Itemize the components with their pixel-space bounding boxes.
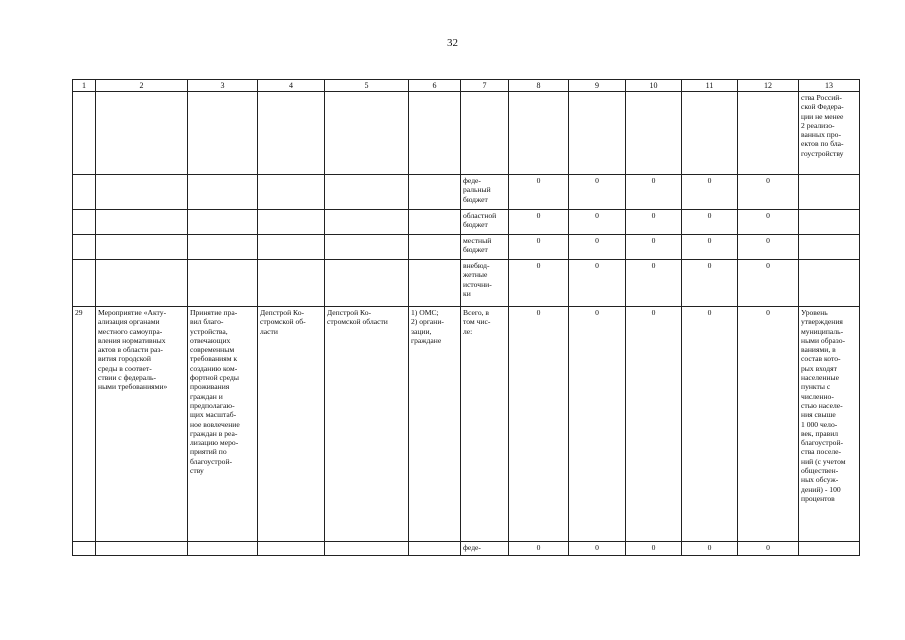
value-cell: 0 (626, 210, 682, 235)
value-cell: 0 (509, 542, 569, 556)
header-cell: 5 (325, 80, 409, 92)
page-number: 32 (447, 37, 458, 49)
header-cell: 4 (258, 80, 325, 92)
table-row (73, 260, 860, 307)
description-cell: Принятие пра- вил благо- устройства, отвечающих современным требованиям к созданию ком- фортной среды проживания граждан и предполагаю- щих масштаб- ное вовлечение граждан в реа- лизацию меро- приятий по благоустрой- ству (188, 307, 258, 542)
value-cell: 0 (569, 260, 626, 307)
value-cell: 0 (569, 175, 626, 210)
value-cell: 0 (682, 175, 738, 210)
header-cell: 1 (73, 80, 96, 92)
value-cell: 0 (738, 307, 799, 542)
value-cell: 0 (509, 307, 569, 542)
value-cell: 0 (509, 175, 569, 210)
funding-source-cell: местный бюджет (461, 235, 509, 260)
table-header-row (73, 80, 860, 92)
table-row (73, 175, 860, 210)
row-number-cell: 29 (73, 307, 96, 542)
value-cell: 0 (738, 260, 799, 307)
indicator-cell: Уровень утверждения муниципаль- ными образо- ваниями, в состав кото- рых входят населенные пункты с численно- стью населе- ния свыше 1 000 чело- век, правил благоустрой- ства поселе- ний (с учетом обществен- ных обсуж- дений) - 100 процентов (799, 307, 860, 542)
funding-source-cell: феде- ральный бюджет (461, 175, 509, 210)
value-cell: 0 (626, 307, 682, 542)
responsible-cell: Депстрой Ко- стромской об- ласти (258, 307, 325, 542)
value-cell: 0 (626, 260, 682, 307)
value-cell: 0 (682, 235, 738, 260)
measure-cell: Мероприятие «Акту- ализация органами местного самоупра- вления нормативных актов в области раз- вития городской среды в соответ- ствии с федераль- ными требованиями» (96, 307, 188, 542)
header-cell: 3 (188, 80, 258, 92)
value-cell: 0 (509, 235, 569, 260)
value-cell: 0 (626, 542, 682, 556)
header-cell: 13 (799, 80, 860, 92)
value-cell: 0 (682, 260, 738, 307)
value-cell: 0 (738, 542, 799, 556)
table-row (73, 235, 860, 260)
funding-source-cell: областной бюджет (461, 210, 509, 235)
value-cell: 0 (569, 235, 626, 260)
value-cell: 0 (682, 307, 738, 542)
value-cell: 0 (738, 175, 799, 210)
header-cell: 9 (569, 80, 626, 92)
value-cell: 0 (738, 235, 799, 260)
value-cell: 0 (738, 210, 799, 235)
header-cell: 6 (409, 80, 461, 92)
header-cell: 7 (461, 80, 509, 92)
table-row (73, 210, 860, 235)
value-cell: 0 (626, 175, 682, 210)
header-cell: 12 (738, 80, 799, 92)
funding-source-cell: внебюд- жетные источни- ки (461, 260, 509, 307)
funding-source-cell: Всего, в том чис- ле: (461, 307, 509, 542)
header-cell: 11 (682, 80, 738, 92)
header-cell: 10 (626, 80, 682, 92)
value-cell: 0 (569, 542, 626, 556)
value-cell: 0 (682, 210, 738, 235)
coexecutor-cell: Депстрой Ко- стромской области (325, 307, 409, 542)
value-cell: 0 (682, 542, 738, 556)
funding-source-cell: феде- (461, 542, 509, 556)
table-row (73, 307, 860, 542)
value-cell: 0 (626, 235, 682, 260)
table-row (73, 92, 860, 175)
value-cell: 0 (569, 210, 626, 235)
value-cell: 0 (509, 260, 569, 307)
header-cell: 8 (509, 80, 569, 92)
value-cell: 0 (569, 307, 626, 542)
table-row (73, 542, 860, 556)
participants-cell: 1) ОМС; 2) органи- зации, граждане (409, 307, 461, 542)
value-cell: 0 (509, 210, 569, 235)
header-cell: 2 (96, 80, 188, 92)
program-table (72, 79, 860, 556)
indicator-cell: ства Россий- ской Федера- ции не менее 2 реализо- ванных про- ектов по бла- гоустройству (799, 92, 860, 175)
